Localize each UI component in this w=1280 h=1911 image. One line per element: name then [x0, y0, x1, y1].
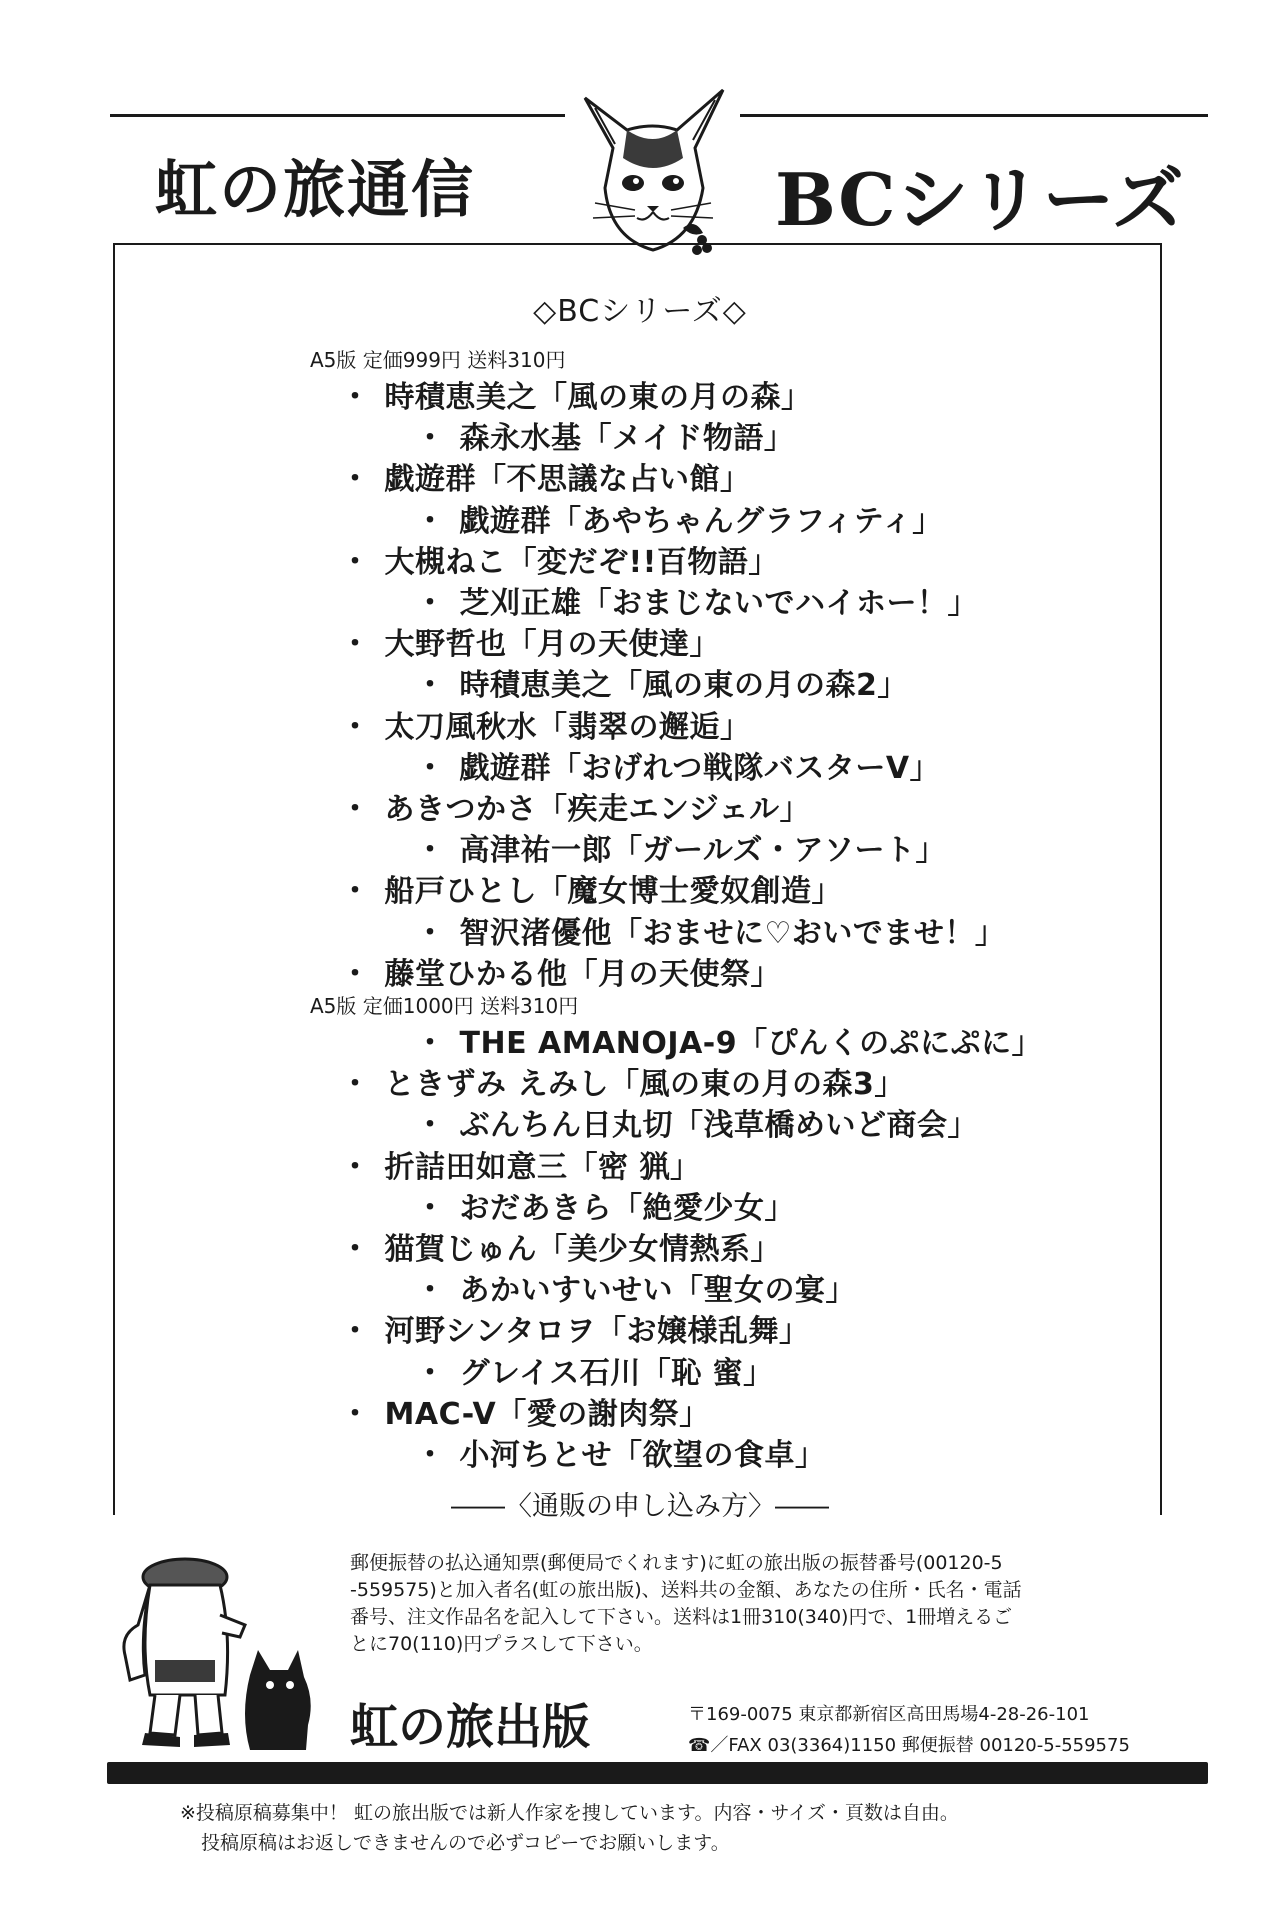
header-left-title: 虹の旅通信 — [155, 153, 476, 226]
bullet: ・ — [340, 544, 371, 580]
bullet: ・ — [415, 1355, 446, 1391]
bullet: ・ — [340, 956, 371, 992]
catalog-item — [415, 1183, 795, 1227]
catalog-item — [340, 1389, 710, 1433]
submission-note-2: 投稿原稿はお返しできませんので必ずコピーでお願いします。 — [201, 1832, 730, 1854]
catalog-item-title: 船戸ひとし「魔女博士愛奴創造」 — [384, 874, 842, 910]
bullet: ・ — [415, 668, 446, 704]
bullet: ・ — [340, 792, 371, 827]
bullet: ・ — [340, 1232, 371, 1267]
catalog-item-title: 小河ちとせ「欲望の食卓」 — [459, 1438, 826, 1473]
catalog-item — [340, 949, 781, 993]
catalog-item-title: ぶんちん日丸切「浅草橋めいど商会」 — [459, 1108, 978, 1144]
catalog-item — [340, 1306, 810, 1350]
catalog-item — [340, 702, 751, 746]
catalog-item-title: 大野哲也「月の天使達」 — [384, 627, 720, 663]
bullet: ・ — [415, 833, 446, 869]
bullet: ・ — [340, 709, 371, 745]
publisher-name: 虹の旅出版 — [350, 1699, 591, 1755]
bullet: ・ — [415, 1190, 446, 1226]
catalog-item — [415, 1100, 978, 1144]
catalog-item — [415, 825, 946, 869]
catalog-item-title: 戯遊群「あやちゃんグラフィティ」 — [459, 503, 943, 539]
catalog-item — [340, 372, 812, 416]
catalog-item-title: 大槻ねこ「変だぞ!!百物語」 — [384, 544, 779, 580]
catalog-item-title: 森永水基「メイド物語」 — [459, 421, 795, 457]
mascot-illustration-icon — [110, 1555, 335, 1755]
catalog-item-title: 戯遊群「おげれつ戦隊バスターV」 — [459, 750, 941, 786]
catalog-item — [415, 413, 794, 457]
bullet: ・ — [340, 462, 371, 498]
catalog-item — [340, 454, 751, 498]
catalog-item — [415, 1018, 1042, 1062]
bullet: ・ — [340, 1396, 371, 1432]
catalog-item-title: 河野シンタロヲ「お嬢様乱舞」 — [384, 1314, 810, 1350]
catalog-item-title: THE AMANOJA-9「ぴんくのぷにぷに」 — [459, 1026, 1043, 1061]
bullet: ・ — [340, 1067, 371, 1103]
catalog-item-title: 猫賀じゅん「美少女情熱系」 — [384, 1232, 781, 1267]
publisher-contact: ☎／FAX 03(3364)1150 郵便振替 00120-5-559575 — [688, 1735, 1130, 1756]
catalog-item-title: 時積恵美之「風の東の月の森2」 — [459, 668, 908, 704]
catalog-item — [340, 1059, 905, 1103]
catalog-item — [415, 908, 1005, 952]
catalog-item — [415, 660, 908, 704]
catalog-item-title: 智沢渚優他「おませに♡おいでませ！」 — [459, 915, 1006, 951]
bullet: ・ — [415, 503, 446, 539]
catalog-item — [340, 537, 779, 581]
bullet: ・ — [415, 421, 446, 457]
bullet: ・ — [340, 1149, 371, 1185]
catalog-item-title: あかいすいせい「聖女の宴」 — [459, 1273, 856, 1309]
bullet: ・ — [415, 750, 446, 786]
catalog-item-title: 戯遊群「不思議な占い館」 — [384, 462, 751, 498]
catalog-item — [415, 1348, 774, 1392]
catalog-item — [415, 1265, 856, 1309]
catalog-item-title: あきつかさ「疾走エンジェル」 — [384, 792, 811, 827]
bullet: ・ — [415, 1273, 446, 1309]
catalog-item — [415, 496, 943, 540]
bullet: ・ — [415, 1108, 446, 1144]
catalog-item-title: 芝刈正雄「おまじないでハイホー！」 — [459, 586, 978, 621]
price-line: A5版 定価1000円 送料310円 — [310, 994, 579, 1018]
catalog-item-title: 折詰田如意三「密 猟」 — [384, 1149, 701, 1185]
bullet: ・ — [415, 586, 446, 621]
bullet: ・ — [415, 915, 446, 951]
catalog-item-title: 高津祐一郎「ガールズ・アソート」 — [459, 833, 946, 869]
bullet: ・ — [340, 874, 371, 910]
catalog-item — [340, 784, 810, 828]
submission-note-1: ※投稿原稿募集中！ 虹の旅出版では新人作家を捜しています。内容・サイズ・頁数は自由。 — [180, 1802, 959, 1824]
catalog-item-title: 時積恵美之「風の東の月の森」 — [384, 380, 812, 415]
header-right-title: BCシリーズ — [775, 157, 1185, 242]
cat-illustration-icon — [565, 78, 740, 263]
price-line: A5版 定価999円 送料310円 — [310, 348, 566, 372]
catalog-item-title: おだあきら「絶愛少女」 — [459, 1190, 795, 1226]
catalog-item-title: MAC-V「愛の謝肉祭」 — [384, 1396, 710, 1432]
footer-bar — [107, 1762, 1208, 1784]
series-title: ◇BCシリーズ◇ — [533, 294, 747, 329]
bullet: ・ — [415, 1026, 446, 1061]
order-instructions: 郵便振替の払込通知票(郵便局でくれます)に虹の旅出版の振替番号(00120-5 -559575)と加入者名(虹の旅出版)、送料共の金額、あなたの住所・氏名・電話 番号、注文作品名を記入して下さい。送料は1冊310(340)円で、1冊増えるご とに70(110)円プラスして下さい。 — [350, 1552, 1022, 1655]
catalog-item — [340, 619, 720, 663]
order-title: ――〈通販の申し込み方〉―― — [451, 1491, 829, 1522]
bullet: ・ — [340, 627, 371, 663]
catalog-item — [340, 1142, 700, 1186]
catalog-item — [340, 866, 842, 910]
bullet: ・ — [340, 1314, 371, 1350]
catalog-item — [415, 578, 978, 622]
catalog-item-title: ときずみ えみし「風の東の月の森3」 — [384, 1067, 905, 1103]
publisher-address: 〒169-0075 東京都新宿区高田馬場4-28-26-101 — [688, 1704, 1090, 1725]
catalog-item-title: 太刀風秋水「翡翠の邂逅」 — [384, 709, 751, 745]
catalog-item — [340, 1224, 781, 1268]
bullet: ・ — [340, 380, 371, 415]
catalog-item — [415, 1430, 826, 1474]
catalog-item-title: 藤堂ひかる他「月の天使祭」 — [384, 956, 781, 992]
catalog-item — [415, 743, 940, 787]
bullet: ・ — [415, 1438, 446, 1473]
catalog-item-title: グレイス石川「恥 蜜」 — [459, 1355, 774, 1391]
